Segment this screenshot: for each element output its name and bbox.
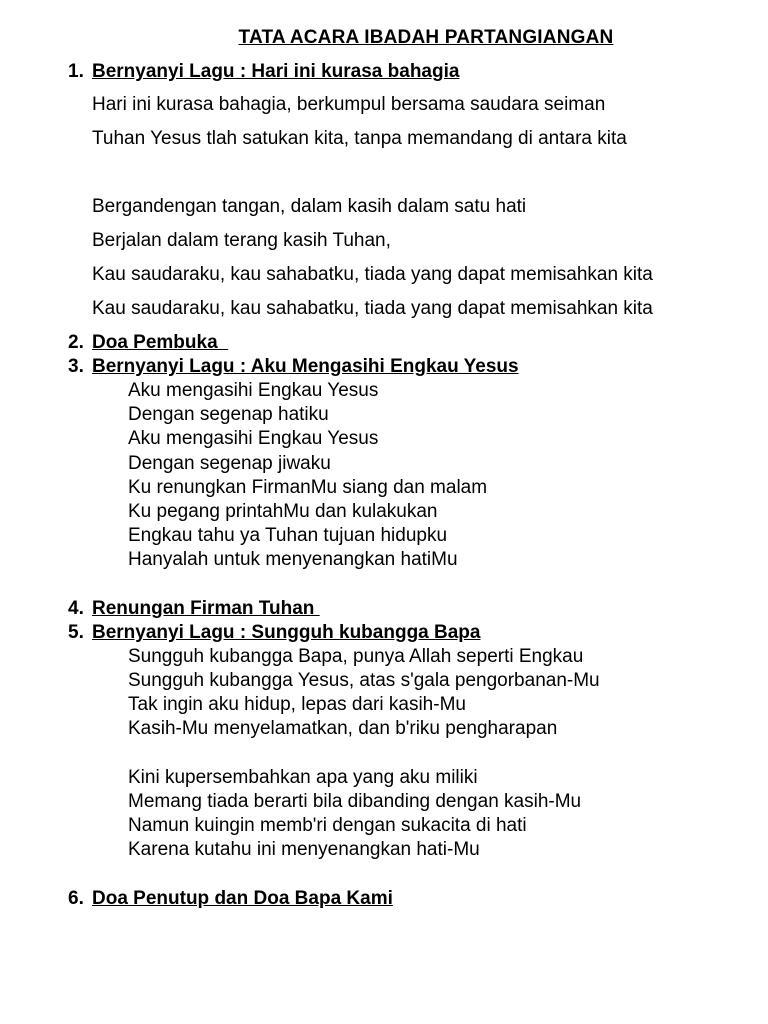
document-title: TATA ACARA IBADAH PARTANGIANGAN: [238, 27, 614, 48]
lyric-line: Kasih-Mu menyelamatkan, dan b'riku pengharapan: [128, 718, 558, 739]
lyric-line: Sungguh kubangga Bapa, punya Allah seperti Engkau: [128, 646, 584, 667]
agenda-item-number: 3.: [68, 356, 84, 377]
lyric-line: Kini kupersembahkan apa yang aku miliki: [128, 767, 478, 788]
agenda-item-title: Doa Pembuka: [92, 332, 229, 353]
agenda-item-number: 1.: [68, 61, 84, 82]
lyric-line: Namun kuingin memb'ri dengan sukacita di hati: [128, 815, 527, 836]
lyric-line: Memang tiada berarti bila dibanding dengan kasih-Mu: [128, 791, 582, 812]
lyric-line: Kau saudaraku, kau sahabatku, tiada yang dapat memisahkan kita: [92, 298, 653, 319]
agenda-item-5-heading: [68, 622, 480, 644]
lyric-line: Dengan segenap hatiku: [128, 404, 329, 425]
lyric-line: Ku pegang printahMu dan kulakukan: [128, 501, 438, 522]
agenda-item-title: Renungan Firman Tuhan: [92, 598, 320, 619]
lyric-line: Berjalan dalam terang kasih Tuhan,: [92, 230, 391, 251]
agenda-item-title: Bernyanyi Lagu : Sungguh kubangga Bapa: [92, 622, 481, 643]
lyric-line: Sungguh kubangga Yesus, atas s'gala pengorbanan-Mu: [128, 670, 600, 691]
lyric-line: Engkau tahu ya Tuhan tujuan hidupku: [128, 525, 448, 546]
agenda-item-title: Bernyanyi Lagu : Aku Mengasihi Engkau Yesus: [92, 356, 519, 377]
agenda-item-3-heading: [68, 356, 519, 378]
lyric-line: Aku mengasihi Engkau Yesus: [128, 428, 379, 449]
agenda-item-number: 4.: [68, 598, 84, 619]
lyric-line: Aku mengasihi Engkau Yesus: [128, 380, 379, 401]
lyric-line: Karena kutahu ini menyenangkan hati-Mu: [128, 839, 480, 860]
agenda-item-number: 6.: [68, 888, 84, 909]
lyric-line: Hanyalah untuk menyenangkan hatiMu: [128, 549, 458, 570]
agenda-item-number: 5.: [68, 622, 84, 643]
lyric-line: Hari ini kurasa bahagia, berkumpul bersama saudara seiman: [92, 94, 606, 115]
agenda-item-number: 2.: [68, 332, 84, 353]
agenda-item-2-heading: [68, 332, 228, 354]
lyric-line: Bergandengan tangan, dalam kasih dalam satu hati: [92, 196, 527, 217]
lyric-line: Dengan segenap jiwaku: [128, 453, 331, 474]
agenda-item-1-heading: [68, 61, 459, 83]
agenda-item-4-heading: [68, 598, 320, 620]
lyric-line: Tak ingin aku hidup, lepas dari kasih-Mu: [128, 694, 466, 715]
lyric-line: Kau saudaraku, kau sahabatku, tiada yang dapat memisahkan kita: [92, 264, 653, 285]
agenda-item-title: Bernyanyi Lagu : Hari ini kurasa bahagia: [92, 61, 460, 82]
agenda-item-title: Doa Penutup dan Doa Bapa Kami: [92, 888, 393, 909]
lyric-line: Tuhan Yesus tlah satukan kita, tanpa memandang di antara kita: [92, 128, 627, 149]
agenda-item-6-heading: [68, 888, 393, 910]
lyric-line: Ku renungkan FirmanMu siang dan malam: [128, 477, 488, 498]
